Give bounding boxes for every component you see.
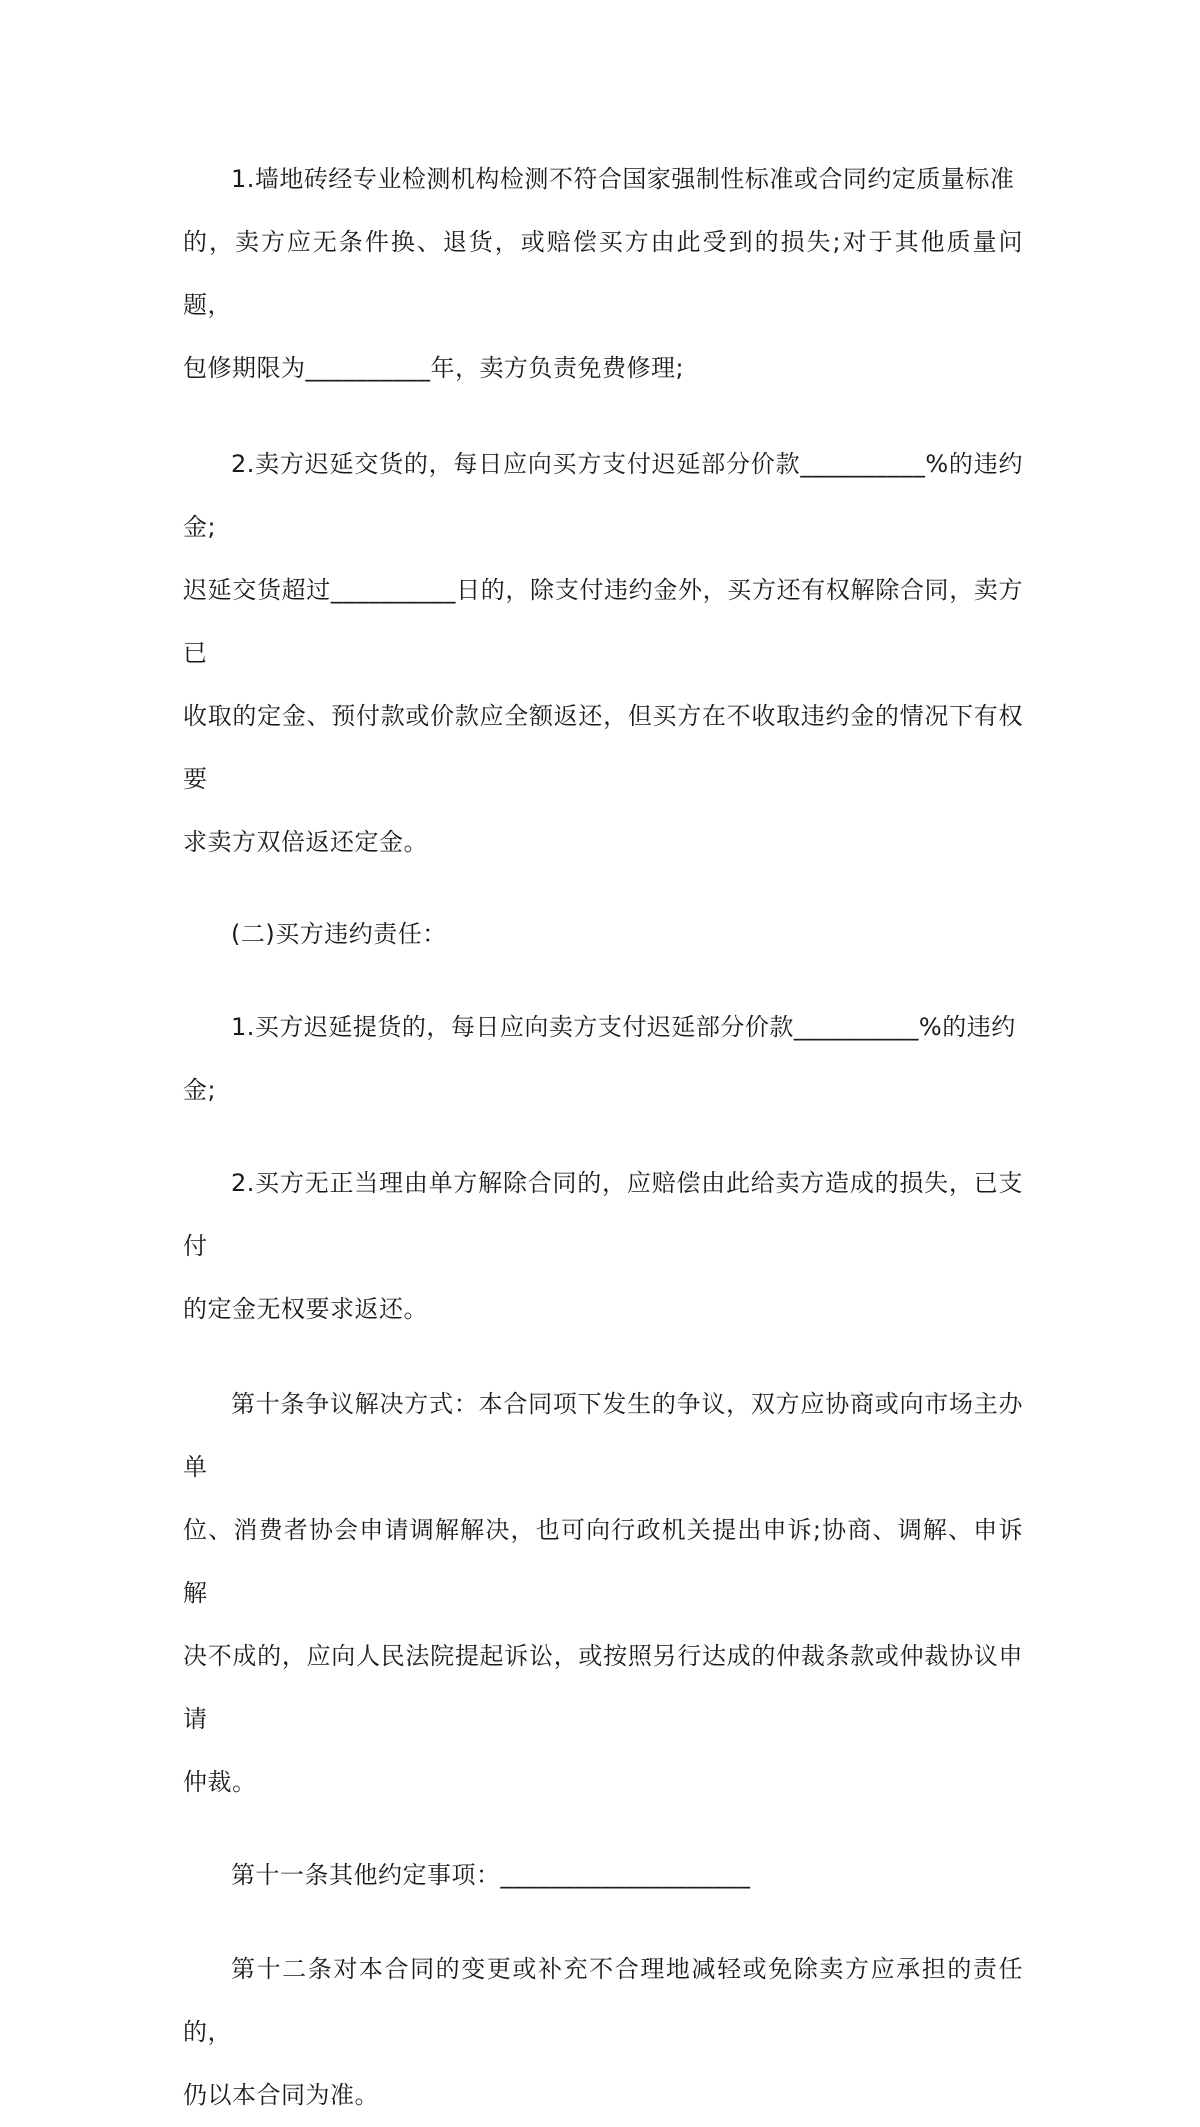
document-page [183, 148, 1023, 2127]
text-line: (二)买方违约责任： [231, 920, 447, 948]
text-line: 1.买方迟延提货的，每日应向卖方支付迟延部分价款__________%的违约 [231, 1013, 1016, 1041]
paragraph-seller-late-delivery [183, 433, 1023, 874]
text-line: 第十条争议解决方式：本合同项下发生的争议，双方应协商或向市场主办单 [183, 1390, 1023, 1481]
text-line: 仲裁。 [183, 1768, 257, 1796]
text-line: 第十一条其他约定事项：____________________ [231, 1861, 751, 1889]
text-line: 仍以本合同为准。 [183, 2081, 379, 2109]
paragraph-quality-liability [183, 148, 1023, 400]
text-line: 的，卖方应无条件换、退货，或赔偿买方由此受到的损失;对于其他质量问题， [183, 228, 1023, 319]
text-line: 迟延交货超过__________日的，除支付违约金外，买方还有权解除合同，卖方已 [183, 576, 1023, 667]
text-line: 第十二条对本合同的变更或补充不合理地减轻或免除卖方应承担的责任的， [183, 1955, 1023, 2046]
paragraph-article-10-dispute [183, 1373, 1023, 1814]
text-line: 的定金无权要求返还。 [183, 1295, 428, 1323]
text-line: 收取的定金、预付款或价款应全额返还，但买方在不收取违约金的情况下有权要 [183, 702, 1023, 793]
text-line: 位、消费者协会申请调解解决，也可向行政机关提出申诉;协商、调解、申诉解 [183, 1516, 1023, 1607]
text-line: 求卖方双倍返还定金。 [183, 828, 428, 856]
text-line: 包修期限为__________年，卖方负责免费修理; [183, 354, 685, 382]
paragraph-buyer-termination [183, 1152, 1023, 1341]
text-line: 2.买方无正当理由单方解除合同的，应赔偿由此给卖方造成的损失，已支付 [183, 1169, 1023, 1260]
section-heading-buyer-liability [183, 903, 1023, 966]
paragraph-article-11-other [183, 1844, 1023, 1907]
text-line: 1.墙地砖经专业检测机构检测不符合国家强制性标准或合同约定质量标准 [231, 165, 1015, 193]
paragraph-buyer-late-pickup [183, 996, 1023, 1122]
text-line: 金; [183, 1076, 217, 1104]
paragraph-article-12-amendment [183, 1938, 1023, 2127]
text-line: 2.卖方迟延交货的，每日应向买方支付迟延部分价款__________%的违约金; [183, 450, 1023, 541]
text-line: 决不成的，应向人民法院提起诉讼，或按照另行达成的仲裁条款或仲裁协议申请 [183, 1642, 1023, 1733]
